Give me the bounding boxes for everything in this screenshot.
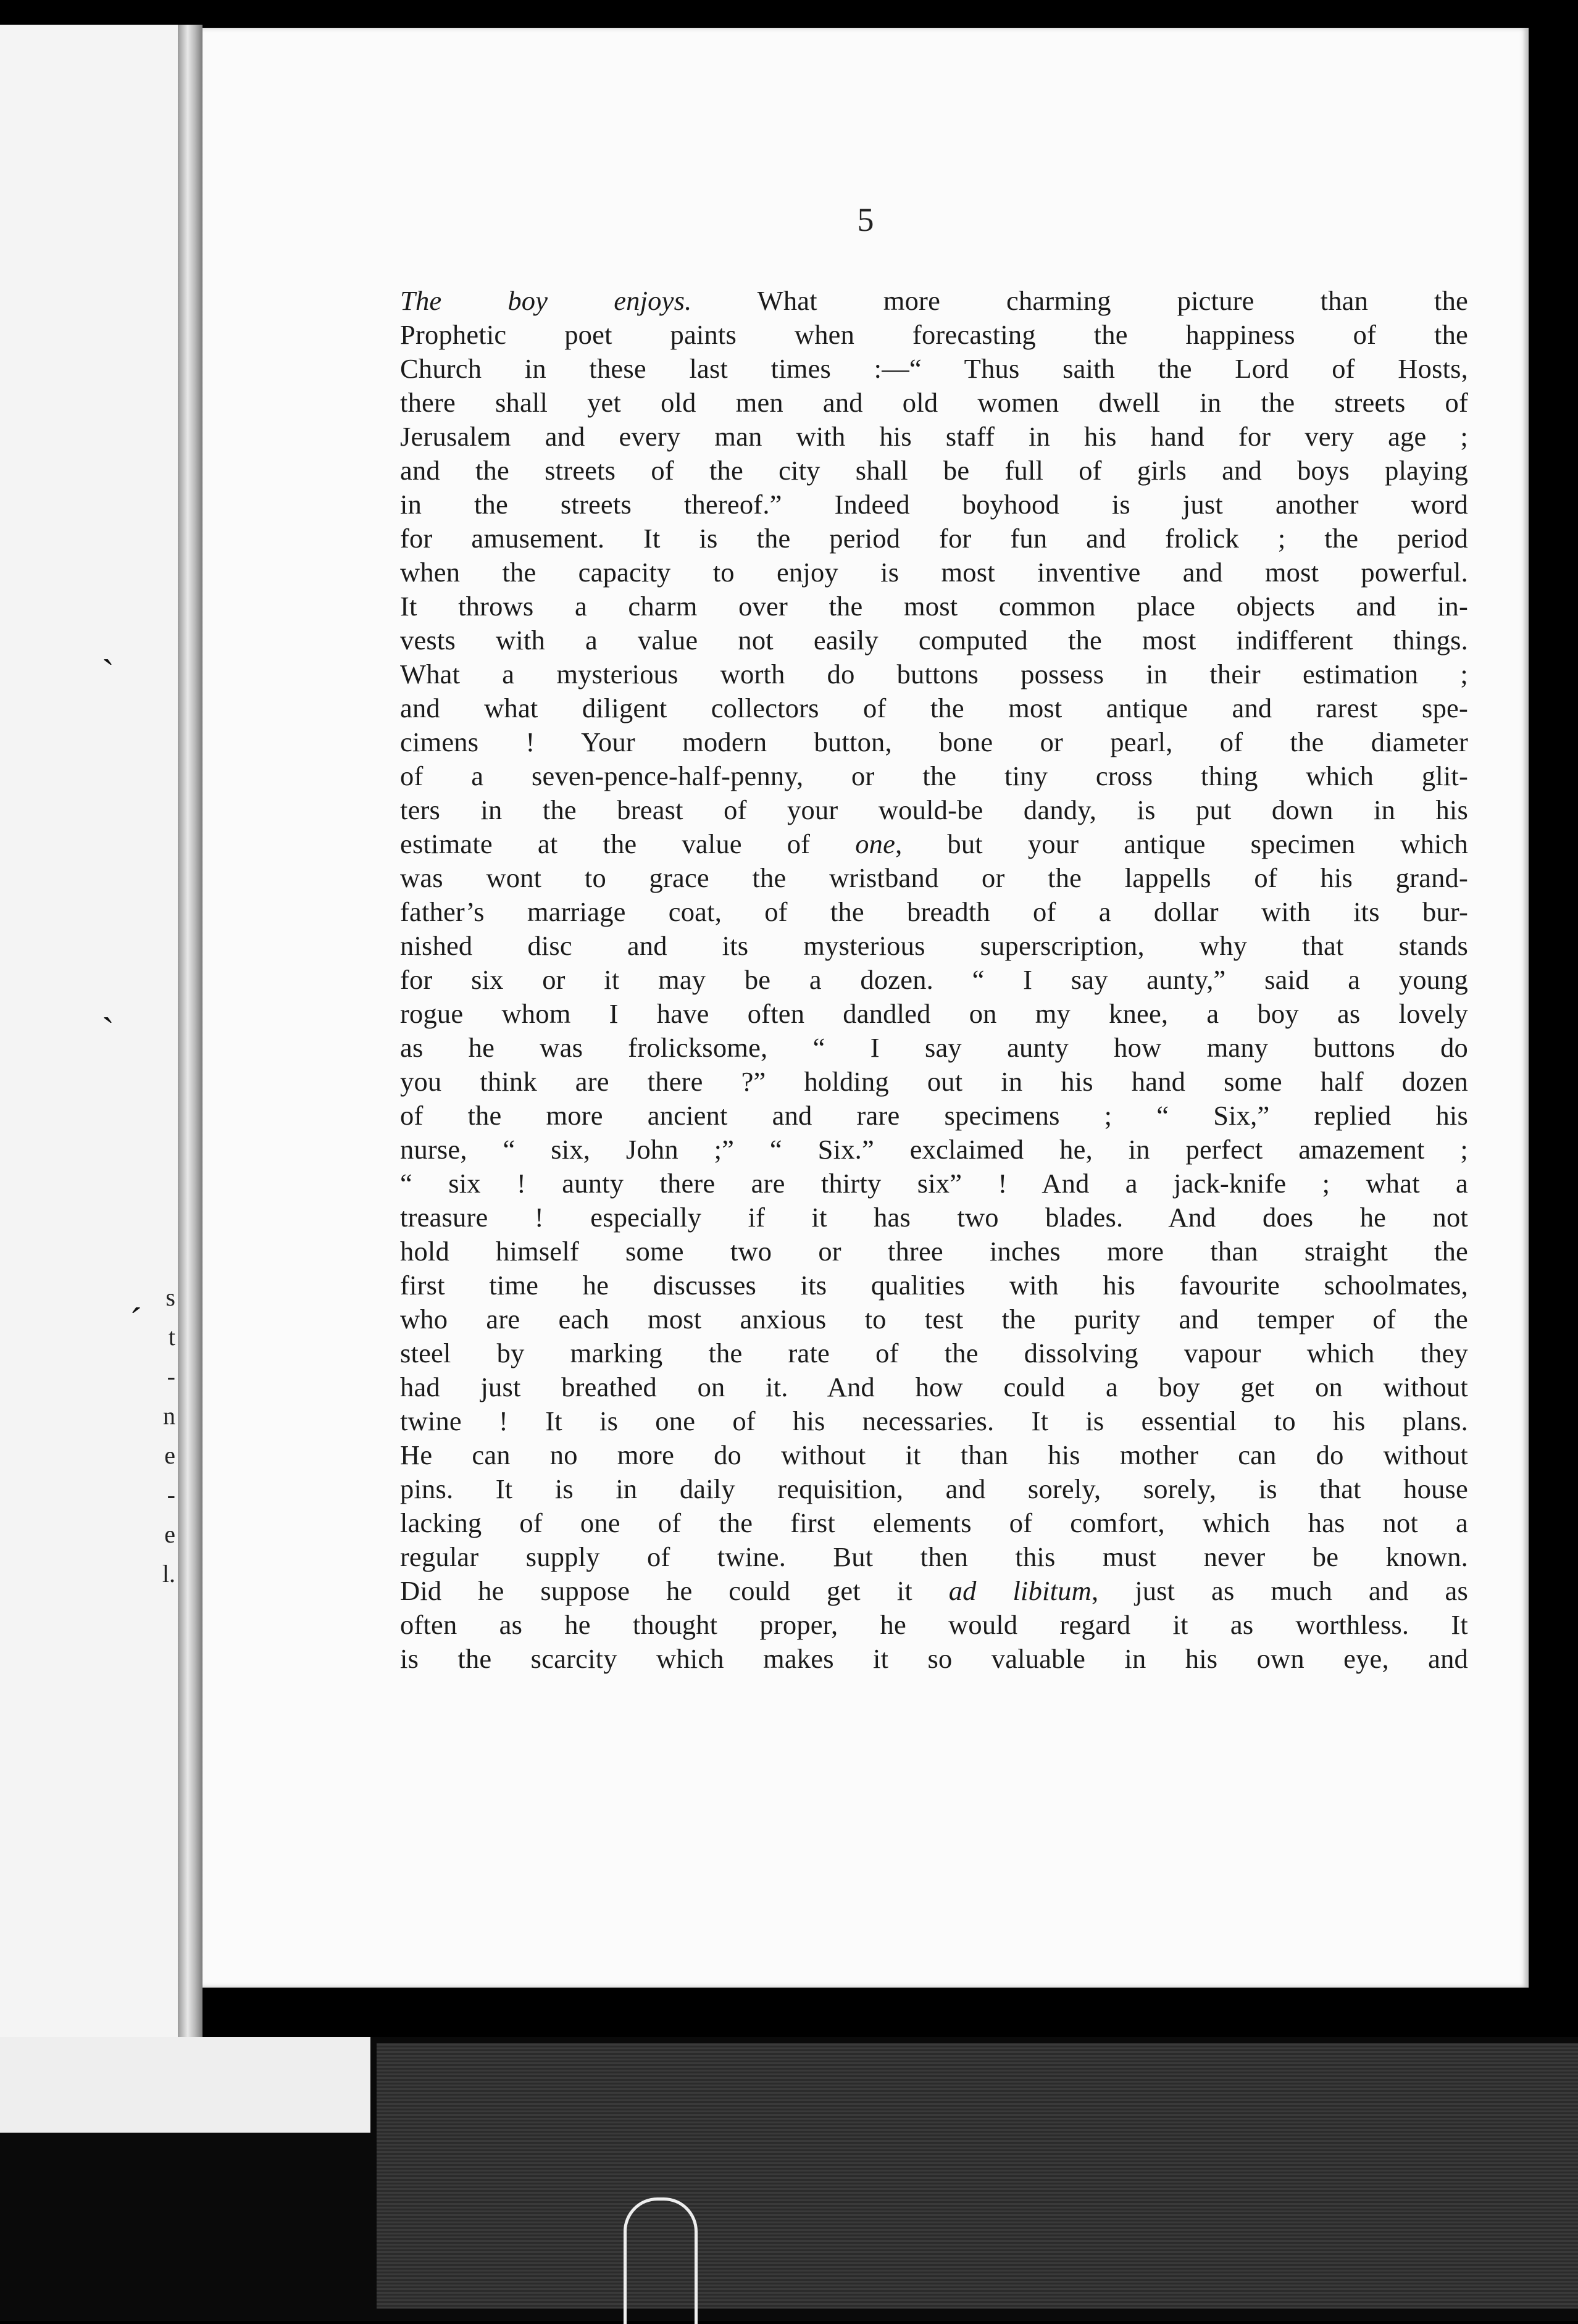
- text-line: [400, 1642, 1468, 1676]
- text-segment: as he was frolicksome, “ I say aunty how many buttons do: [400, 1032, 1468, 1063]
- text-line: [400, 997, 1468, 1031]
- text-segment: , but your antique specimen which: [895, 828, 1468, 859]
- text-segment: father’s marriage coat, of the breadth of a dollar with its bur-: [400, 896, 1468, 927]
- text-segment: and what diligent collectors of the most antique and rarest spe-: [400, 693, 1468, 723]
- text-line: [400, 861, 1468, 895]
- text-line: [400, 1302, 1468, 1336]
- edge-letter: l.: [162, 1560, 175, 1588]
- text-line: [400, 1167, 1468, 1201]
- scan-bottom-area: [377, 2043, 1578, 2309]
- text-segment: cimens ! Your modern button, bone or pearl, of the diameter: [400, 727, 1468, 757]
- text-line: [400, 1336, 1468, 1370]
- text-segment: vests with a value not easily computed the most indifferent things.: [400, 625, 1468, 656]
- text-segment: steel by marking the rate of the dissolving vapour which they: [400, 1338, 1468, 1368]
- text-segment: , just as much and as: [1091, 1575, 1469, 1606]
- text-line: [400, 963, 1468, 997]
- text-segment: estimate at the value of: [400, 828, 856, 859]
- text-segment: “ six ! aunty there are thirty six” ! And a jack-knife ; what a: [400, 1168, 1468, 1199]
- text-segment: you think are there ?” holding out in his hand some half dozen: [400, 1066, 1468, 1097]
- text-line: [400, 929, 1468, 963]
- text-line: [400, 1065, 1468, 1099]
- text-segment: for six or it may be a dozen. “ I say aunty,” said a young: [400, 964, 1468, 995]
- text-segment: of the more ancient and rare specimens ; “ Six,” replied his: [400, 1100, 1468, 1131]
- text-line: [400, 1133, 1468, 1167]
- text-segment: He can no more do without it than his mother can do without: [400, 1439, 1468, 1470]
- text-line: [400, 488, 1468, 522]
- text-segment: Church in these last times :—“ Thus saith the Lord of Hosts,: [400, 353, 1468, 384]
- page-number: 5: [857, 201, 874, 238]
- text-line: [400, 1404, 1468, 1438]
- text-line: [400, 623, 1468, 657]
- text-line: [400, 318, 1468, 352]
- text-line: [400, 589, 1468, 623]
- text-line: [400, 420, 1468, 454]
- text-segment: hold himself some two or three inches more than straight the: [400, 1236, 1468, 1267]
- text-line: [400, 556, 1468, 589]
- text-line: [400, 691, 1468, 725]
- binding-stitch-mark: ˊ: [130, 1301, 142, 1341]
- text-segment: What more charming picture than the: [691, 285, 1468, 316]
- text-line: [400, 725, 1468, 759]
- book-binding-gutter: [178, 25, 202, 2062]
- text-segment: nished disc and its mysterious superscription, why that stands: [400, 930, 1468, 961]
- edge-letter: n: [163, 1402, 175, 1430]
- text-segment: when the capacity to enjoy is most inventive and most powerful.: [400, 557, 1468, 588]
- text-line: [400, 1438, 1468, 1472]
- text-segment: nurse, “ six, John ;” “ Six.” exclaimed he, in perfect amazement ;: [400, 1134, 1468, 1165]
- text-segment: rogue whom I have often dandled on my knee, a boy as lovely: [400, 998, 1468, 1029]
- text-line: [400, 1031, 1468, 1065]
- binding-stitch-mark: ˋ: [102, 652, 114, 693]
- text-segment: of a seven-pence-half-penny, or the tiny cross thing which glit-: [400, 760, 1468, 791]
- text-line: [400, 793, 1468, 827]
- left-page-edge-letters: [151, 1278, 175, 1594]
- page-body-text: [400, 284, 1468, 1676]
- text-line: [400, 386, 1468, 420]
- scan-mark: [624, 2197, 698, 2324]
- edge-letter: s: [165, 1283, 175, 1311]
- text-line: [400, 522, 1468, 556]
- text-segment: and the streets of the city shall be full of girls and boys playing: [400, 455, 1468, 486]
- text-line: [400, 827, 1468, 861]
- text-line: [400, 1472, 1468, 1506]
- text-line: [400, 352, 1468, 386]
- binding-stitch-mark: ˋ: [102, 1010, 114, 1051]
- text-segment: regular supply of twine. But then this must never be known.: [400, 1541, 1468, 1572]
- italic-text: ad libitum: [948, 1575, 1092, 1606]
- text-line: [400, 1201, 1468, 1235]
- italic-text: The boy enjoys.: [400, 285, 692, 316]
- text-segment: had just breathed on it. And how could a boy get on without: [400, 1372, 1468, 1402]
- text-segment: pins. It is in daily requisition, and sorely, sorely, is that house: [400, 1473, 1468, 1504]
- text-line: [400, 657, 1468, 691]
- text-segment: is the scarcity which makes it so valuable in his own eye, and: [400, 1643, 1468, 1674]
- text-line: [400, 1370, 1468, 1404]
- left-page-bottom-strip: [0, 2037, 370, 2133]
- edge-letter: -: [167, 1362, 175, 1390]
- text-segment: Did he suppose he could get it: [400, 1575, 949, 1606]
- book-page: [202, 28, 1529, 1988]
- text-segment: twine ! It is one of his necessaries. It is essential to his plans.: [400, 1406, 1468, 1436]
- left-facing-page: [0, 25, 180, 2062]
- text-segment: for amusement. It is the period for fun and frolick ; the period: [400, 523, 1468, 554]
- italic-text: one: [855, 828, 896, 859]
- text-line: [400, 1235, 1468, 1268]
- text-segment: treasure ! especially if it has two blades. And does he not: [400, 1202, 1468, 1233]
- text-line: [400, 1099, 1468, 1133]
- edge-letter: t: [168, 1323, 175, 1351]
- text-line: [400, 1506, 1468, 1540]
- text-segment: Jerusalem and every man with his staff in his hand for very age ;: [400, 421, 1468, 452]
- text-segment: who are each most anxious to test the purity and temper of the: [400, 1304, 1468, 1335]
- text-line: [400, 1540, 1468, 1574]
- text-line: [400, 759, 1468, 793]
- text-segment: first time he discusses its qualities with his favourite schoolmates,: [400, 1270, 1468, 1301]
- text-segment: What a mysterious worth do buttons possess in their estimation ;: [400, 659, 1468, 689]
- text-segment: Prophetic poet paints when forecasting the happiness of the: [400, 319, 1468, 350]
- text-line: [400, 1268, 1468, 1302]
- text-segment: It throws a charm over the most common place objects and in-: [400, 591, 1468, 622]
- text-segment: lacking of one of the first elements of comfort, which has not a: [400, 1507, 1468, 1538]
- text-segment: ters in the breast of your would-be dandy, is put down in his: [400, 794, 1468, 825]
- text-line: [400, 454, 1468, 488]
- text-segment: in the streets thereof.” Indeed boyhood is just another word: [400, 489, 1468, 520]
- text-segment: often as he thought proper, he would regard it as worthless. It: [400, 1609, 1468, 1640]
- edge-letter: e: [164, 1520, 175, 1548]
- text-line: [400, 895, 1468, 929]
- text-line: [400, 1574, 1468, 1608]
- text-line: [400, 1608, 1468, 1642]
- edge-letter: -: [167, 1481, 175, 1509]
- edge-letter: e: [164, 1441, 175, 1469]
- text-line: [400, 284, 1468, 318]
- text-segment: there shall yet old men and old women dwell in the streets of: [400, 387, 1468, 418]
- text-segment: was wont to grace the wristband or the lappells of his grand-: [400, 862, 1468, 893]
